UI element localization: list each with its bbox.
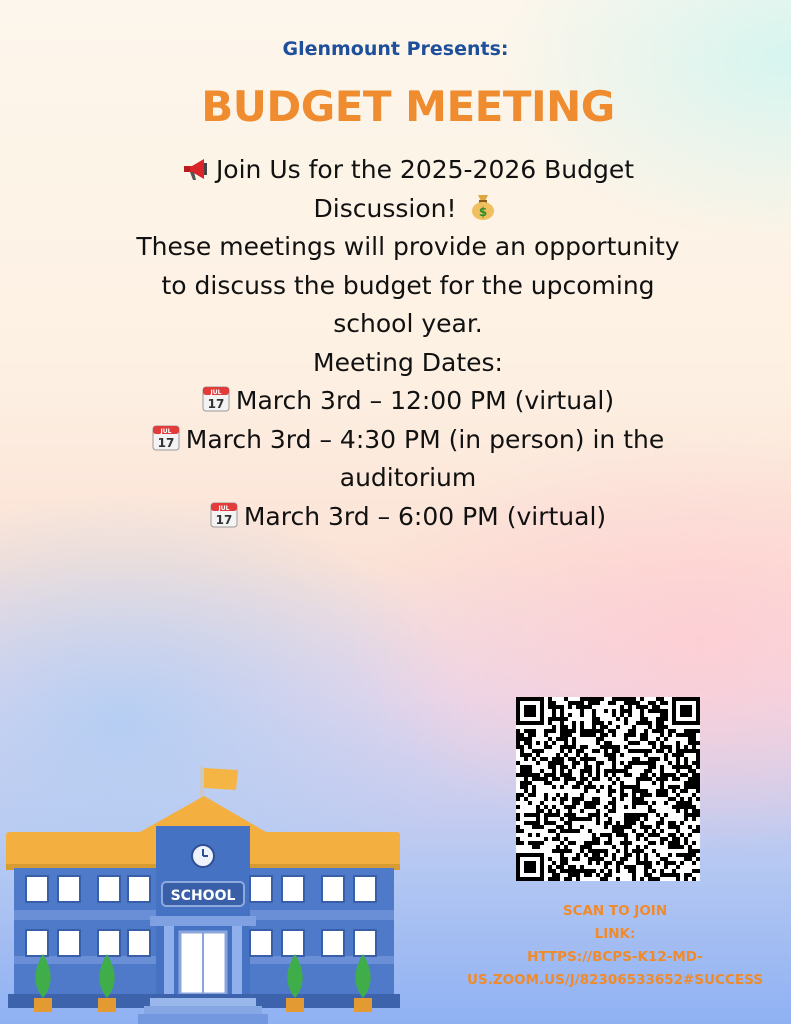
link-label: LINK: bbox=[594, 926, 636, 942]
meeting-date-item bbox=[60, 382, 756, 421]
description-line: to discuss the budget for the upcoming bbox=[161, 270, 655, 300]
svg-text:JUL: JUL bbox=[210, 389, 222, 396]
money-bag-icon bbox=[470, 192, 496, 220]
intro-line-2 bbox=[60, 190, 756, 229]
description-line: school year. bbox=[333, 309, 483, 338]
school-building-illustration bbox=[0, 760, 405, 1024]
svg-text:JUL: JUL bbox=[160, 427, 172, 435]
svg-text:17: 17 bbox=[215, 512, 233, 527]
svg-text:17: 17 bbox=[157, 435, 175, 450]
meeting-link-continuation[interactable]: US.ZOOM.US/J/82306533652#SUCCESS bbox=[467, 972, 763, 988]
calendar-icon bbox=[152, 423, 180, 451]
description-line: These meetings will provide an opportunity bbox=[136, 232, 680, 261]
announcement-body bbox=[60, 151, 756, 536]
meeting-date-text: March 3rd – 4:30 PM (in person) in the bbox=[185, 424, 665, 454]
school-sign: SCHOOL bbox=[170, 888, 236, 904]
meeting-dates-heading: Meeting Dates: bbox=[313, 347, 503, 377]
meeting-date-text: March 3rd – 12:00 PM (virtual) bbox=[235, 386, 615, 415]
calendar-icon bbox=[210, 500, 238, 528]
meeting-link[interactable]: HTTPS://BCPS-K12-MD- bbox=[527, 949, 703, 965]
flag bbox=[204, 768, 238, 790]
megaphone-icon bbox=[182, 157, 210, 181]
meeting-date-item bbox=[60, 421, 756, 460]
presenter-heading: Glenmount Presents: bbox=[282, 38, 509, 60]
svg-text:17: 17 bbox=[207, 397, 225, 411]
qr-finder-pattern bbox=[674, 699, 698, 723]
meeting-date-item bbox=[60, 498, 756, 537]
svg-text:$: $ bbox=[479, 204, 488, 219]
calendar-icon bbox=[202, 384, 230, 412]
qr-code[interactable] bbox=[516, 697, 700, 881]
meeting-date-continuation: auditorium bbox=[339, 463, 477, 492]
qr-finder-pattern bbox=[518, 855, 542, 879]
qr-finder-pattern bbox=[518, 699, 542, 723]
intro-line-text: Join Us for the 2025-2026 Budget bbox=[215, 155, 635, 184]
intro-line-2-text: Discussion! bbox=[313, 193, 457, 223]
scan-label: SCAN TO JOIN bbox=[562, 903, 668, 919]
svg-text:JUL: JUL bbox=[218, 504, 230, 512]
page-title: BUDGET MEETING bbox=[201, 82, 615, 131]
qr-caption bbox=[450, 900, 780, 992]
meeting-date-text: March 3rd – 6:00 PM (virtual) bbox=[243, 501, 607, 531]
intro-line bbox=[60, 151, 756, 190]
